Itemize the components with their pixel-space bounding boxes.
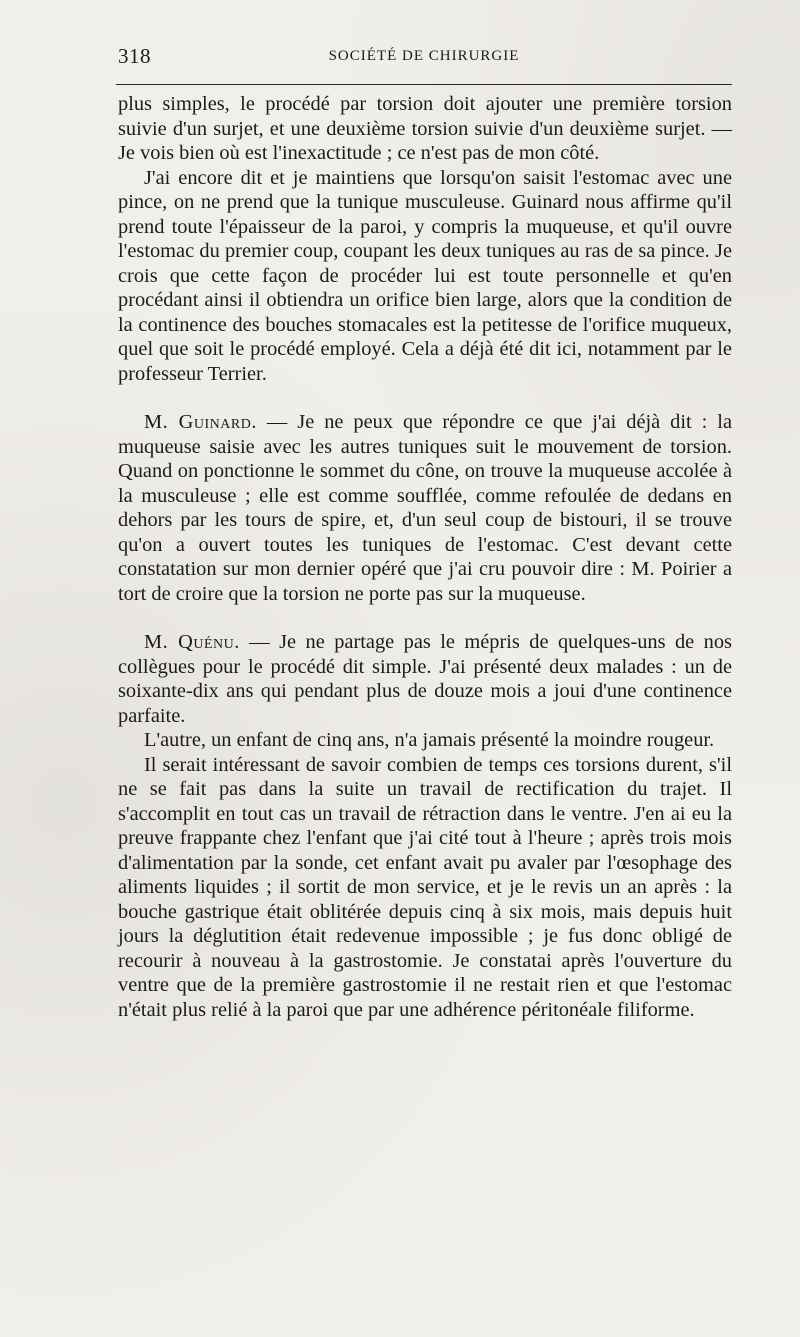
running-title: SOCIÉTÉ DE CHIRURGIE xyxy=(328,48,520,64)
paragraph: L'autre, un enfant de cinq ans, n'a jamais présenté la moindre rougeur. xyxy=(144,729,715,751)
paragraph: J'ai encore dit et je maintiens que lorsqu'on saisit l'estomac avec une pince, on ne prend que la tunique musculeuse. Guinard nous affirme qu'il prend toute l'épaisseur de la paroi, y compris la muqueuse, et qu'il ouvre l'estomac du premier coup, coupant les deux tuniques au ras de sa pince. Je crois que cette façon de procéder lui est toute personnelle et qu'en procédant ainsi il obtiendra un orifice bien large, alors que la condition de la continence des bouches stomacales est la petitesse de l'orifice muqueux, quel que soit le procédé employé. Cela a déjà été dit ici, notamment par le professeur Terrier. xyxy=(118,166,732,385)
paragraph xyxy=(118,410,732,606)
speaker-name: M. Quénu. xyxy=(144,631,240,653)
speech-text: — Je ne peux que répondre ce que j'ai déjà dit : la muqueuse saisie avec les autres tuniques suit le mouvement de torsion. Quand on ponctionne le sommet du cône, on trouve la muqueuse accolée à la musculeuse ; elle est comme soufflée, comme refoulée de dedans en dehors par les tours de spire, et, d'un seul coup de bistouri, il se trouve qu'on a ouvert toutes les tuniques de l'estomac. C'est devant cette constatation sur mon dernier opéré que j'ai cru pouvoir dire : M. Poirier a tort de croire que la torsion ne porte pas sur la muqueuse. xyxy=(118,411,732,605)
page-number: 318 xyxy=(118,44,151,68)
speech-text: — Je ne partage pas le mépris de quelques-uns de nos collègues pour le procédé dit simple. J'ai présenté deux malades : un de soixante-dix ans qui pendant plus de douze mois a joui d'une continence parfaite. xyxy=(118,631,732,727)
paragraph: Il serait intéressant de savoir combien de temps ces torsions durent, s'il ne se fait pas dans la suite un travail de rectification du trajet. Il s'accomplit en tout cas un travail de rétraction dans le ventre. J'en ai eu la preuve frappante chez l'enfant que j'ai cité tout à l'heure ; après trois mois d'alimentation par la sonde, cet enfant avait pu avaler par l'œsophage des aliments liquides ; il sortit de mon service, et je le revis un an après : la bouche gastrique était oblitérée depuis cinq à six mois, mais depuis huit jours la déglutition était redevenue impossible ; je fus donc obligé de recourir à nouveau à la gastrostomie. Je constatai après l'ouverture du ventre que de la première gastrostomie il ne restait rien et que l'estomac n'était plus relié à la paroi que par une adhérence péritonéale filiforme. xyxy=(118,753,732,1021)
speaker-name: M. Guinard. xyxy=(144,411,257,433)
paragraph: plus simples, le procédé par torsion doit ajouter une première torsion suivie d'un surjet, et une deuxième torsion suivie d'un deuxième surjet. — Je vois bien où est l'inexactitude ; ce n'est pas de mon côté. xyxy=(118,93,732,164)
paragraph xyxy=(118,630,732,728)
page-header xyxy=(118,44,730,70)
body-text xyxy=(118,92,732,1022)
header-rule xyxy=(116,84,732,85)
